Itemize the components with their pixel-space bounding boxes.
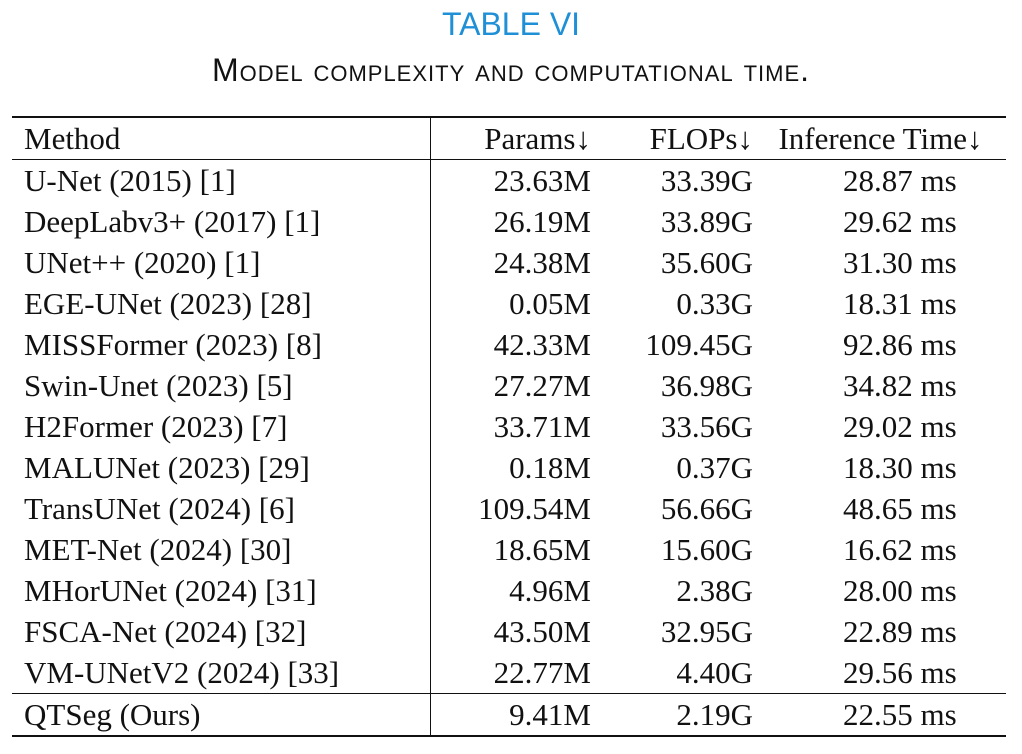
table-row <box>12 570 1006 611</box>
params-cell: 18.65M <box>493 532 591 567</box>
table-row <box>12 447 1006 488</box>
results-table <box>12 116 1006 737</box>
table-body <box>12 160 1006 737</box>
params-cell: 27.27M <box>493 368 591 403</box>
table-row <box>12 201 1006 242</box>
table-row <box>12 365 1006 406</box>
method-cell: H2Former (2023) [7] <box>12 406 431 447</box>
method-cell: UNet++ (2020) [1] <box>12 242 431 283</box>
method-cell: QTSeg (Ours) <box>12 694 431 737</box>
inference-time-cell: 29.56 ms <box>843 655 957 690</box>
table-row <box>12 488 1006 529</box>
table-row <box>12 242 1006 283</box>
flops-cell: 2.38G <box>676 573 753 608</box>
method-cell: EGE-UNet (2023) [28] <box>12 283 431 324</box>
inference-time-cell: 31.30 ms <box>843 245 957 280</box>
params-cell: 33.71M <box>493 409 591 444</box>
header-params: Params↓ <box>431 117 598 160</box>
method-cell: Swin-Unet (2023) [5] <box>12 365 431 406</box>
flops-cell: 2.19G <box>597 694 755 737</box>
params-cell: 43.50M <box>493 614 591 649</box>
table-row <box>12 611 1006 652</box>
flops-cell: 33.39G <box>660 163 753 198</box>
flops-cell: 36.98G <box>660 368 753 403</box>
method-cell: MALUNet (2023) [29] <box>12 447 431 488</box>
flops-cell: 33.89G <box>660 204 753 239</box>
header-row <box>12 117 1006 160</box>
table-row <box>12 283 1006 324</box>
inference-time-cell: 28.00 ms <box>843 573 957 608</box>
table-row-ours <box>12 694 1006 737</box>
flops-cell: 0.37G <box>676 450 753 485</box>
flops-cell: 109.45G <box>645 327 753 362</box>
method-cell: FSCA-Net (2024) [32] <box>12 611 431 652</box>
inference-time-cell: 22.55 ms <box>755 694 1006 737</box>
flops-cell: 32.95G <box>660 614 753 649</box>
table-row <box>12 406 1006 447</box>
inference-time-cell: 48.65 ms <box>843 491 957 526</box>
method-cell: MET-Net (2024) [30] <box>12 529 431 570</box>
table-caption: Model complexity and computational time. <box>211 52 811 88</box>
method-cell: MHorUNet (2024) [31] <box>12 570 431 611</box>
params-cell: 0.18M <box>509 450 591 485</box>
inference-time-cell: 29.02 ms <box>843 409 957 444</box>
inference-time-cell: 22.89 ms <box>843 614 957 649</box>
params-cell: 24.38M <box>493 245 591 280</box>
params-cell: 4.96M <box>509 573 591 608</box>
method-cell: VM-UNetV2 (2024) [33] <box>12 652 431 694</box>
params-cell: 26.19M <box>493 204 591 239</box>
flops-cell: 35.60G <box>660 245 753 280</box>
flops-cell: 15.60G <box>660 532 753 567</box>
params-cell: 42.33M <box>493 327 591 362</box>
inference-time-cell: 29.62 ms <box>843 204 957 239</box>
inference-time-cell: 18.31 ms <box>843 286 957 321</box>
table-label: TABLE VI <box>441 6 581 42</box>
header-flops: FLOPs↓ <box>597 117 755 160</box>
table-row <box>12 160 1006 202</box>
flops-cell: 4.40G <box>676 655 753 690</box>
inference-time-cell: 28.87 ms <box>843 163 957 198</box>
params-cell: 9.41M <box>431 694 598 737</box>
inference-time-cell: 92.86 ms <box>843 327 957 362</box>
method-cell: MISSFormer (2023) [8] <box>12 324 431 365</box>
table-row <box>12 652 1006 694</box>
flops-cell: 0.33G <box>676 286 753 321</box>
header-method: Method <box>12 117 431 160</box>
flops-cell: 56.66G <box>660 491 753 526</box>
header-inference-time: Inference Time↓ <box>755 117 1006 160</box>
table-row <box>12 529 1006 570</box>
flops-cell: 33.56G <box>660 409 753 444</box>
method-cell: DeepLabv3+ (2017) [1] <box>12 201 431 242</box>
params-cell: 23.63M <box>493 163 591 198</box>
inference-time-cell: 34.82 ms <box>843 368 957 403</box>
params-cell: 0.05M <box>509 286 591 321</box>
inference-time-cell: 18.30 ms <box>843 450 957 485</box>
params-cell: 22.77M <box>493 655 591 690</box>
params-cell: 109.54M <box>478 491 591 526</box>
inference-time-cell: 16.62 ms <box>843 532 957 567</box>
table-row <box>12 324 1006 365</box>
method-cell: U-Net (2015) [1] <box>12 160 431 202</box>
method-cell: TransUNet (2024) [6] <box>12 488 431 529</box>
